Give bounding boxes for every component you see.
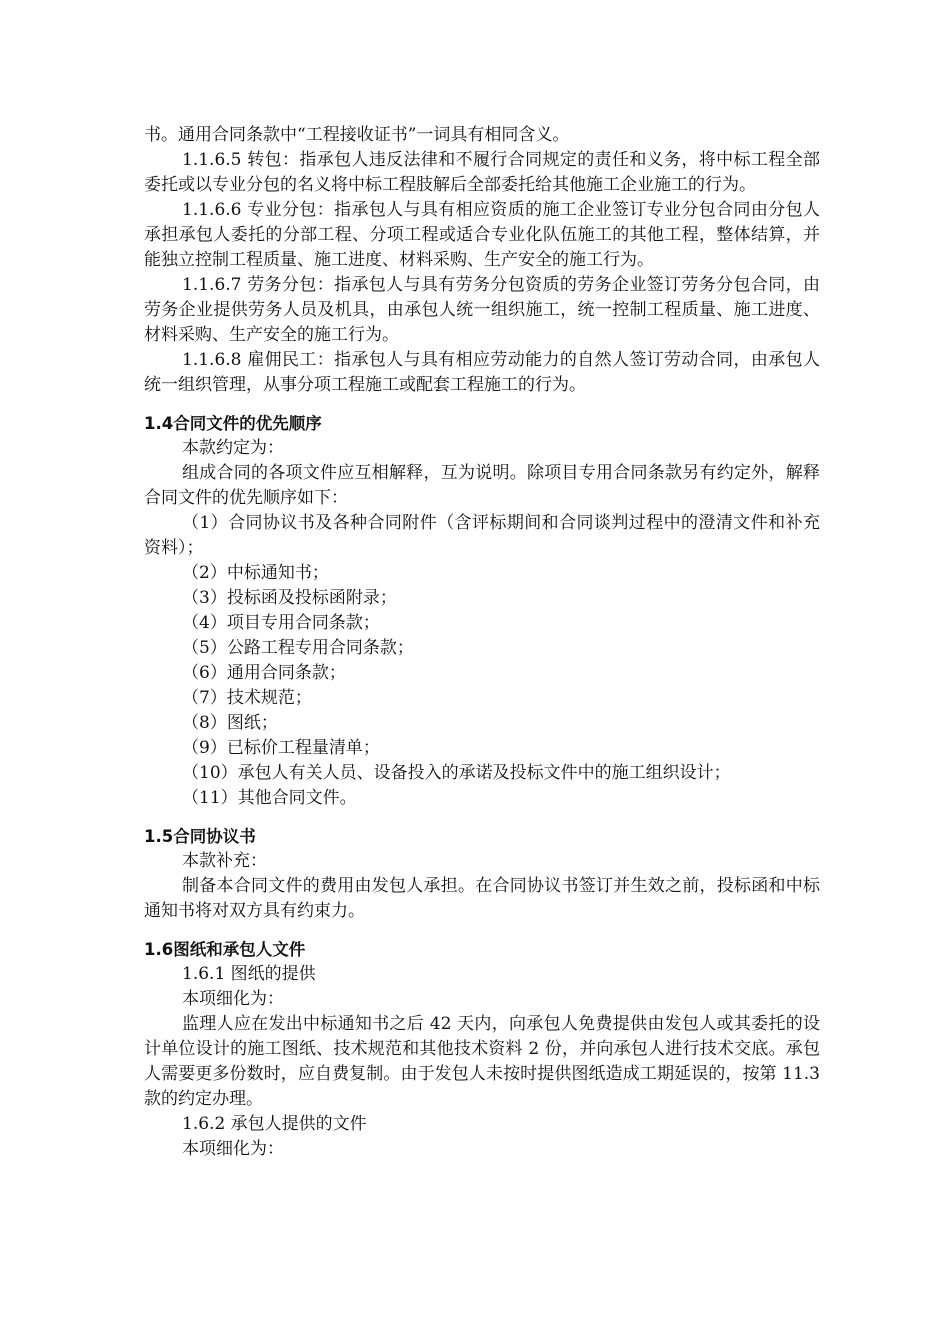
list-item: （11）其他合同文件。 — [182, 788, 357, 808]
clause-1-1-6-6: 1.1.6.6 专业分包：指承包人与具有相应资质的施工企业签订专业分包合同由分包人承担承包人委托的分部工程、分项工程或适合专业化队伍施工的其他工程，整体结算，并能独立控制工程质量、施工进度、材料采购、生产安全的施工行为。 — [144, 200, 820, 270]
paragraph: 本项细化为： — [182, 989, 284, 1009]
list-item: （4）项目专用合同条款； — [182, 613, 380, 633]
list-item: （7）技术规范； — [182, 688, 312, 708]
paragraph: 本款约定为： — [182, 438, 284, 458]
list-item: （9）已标价工程量清单； — [182, 738, 380, 758]
paragraph: 本款补充： — [182, 851, 267, 871]
section-heading-1-6: 1.6图纸和承包人文件 — [144, 940, 306, 959]
list-item: （3）投标函及投标函附录； — [182, 588, 397, 608]
paragraph: 书。通用合同条款中“工程接收证书”一词具有相同含义。 — [144, 125, 570, 145]
list-item: （10）承包人有关人员、设备投入的承诺及投标文件中的施工组织设计； — [182, 763, 731, 783]
subsection-1-6-1: 1.6.1 图纸的提供 — [182, 964, 316, 984]
paragraph: 制备本合同文件的费用由发包人承担。在合同协议书签订并生效之前，投标函和中标通知书将对双方具有约束力。 — [144, 876, 820, 921]
list-item: （1）合同协议书及各种合同附件（含评标期间和合同谈判过程中的澄清文件和补充资料）； — [144, 513, 820, 558]
paragraph: 本项细化为： — [182, 1139, 284, 1159]
section-heading-1-5: 1.5合同协议书 — [144, 827, 256, 846]
list-item: （6）通用合同条款； — [182, 663, 346, 683]
clause-1-1-6-7: 1.1.6.7 劳务分包：指承包人与具有劳务分包资质的劳务企业签订劳务分包合同，由劳务企业提供劳务人员及机具，由承包人统一组织施工，统一控制工程质量、施工进度、材料采购、生产安全的施工行为。 — [144, 275, 820, 345]
section-heading-1-4: 1.4合同文件的优先顺序 — [144, 414, 322, 433]
paragraph: 监理人应在发出中标通知书之后 42 天内，向承包人免费提供由发包人或其委托的设计单位设计的施工图纸、技术规范和其他技术资料 2 份，并向承包人进行技术交底。承包人需要更多份数时，应自费复制。由于发包人未按时提供图纸造成工期延误的，按第 11.3 款的约定办理。 — [144, 1014, 820, 1109]
list-item: （2）中标通知书； — [182, 563, 329, 583]
clause-1-1-6-5: 1.1.6.5 转包：指承包人违反法律和不履行合同规定的责任和义务，将中标工程全部委托或以专业分包的名义将中标工程肢解后全部委托给其他施工企业施工的行为。 — [144, 150, 820, 195]
clause-1-1-6-8: 1.1.6.8 雇佣民工：指承包人与具有相应劳动能力的自然人签订劳动合同，由承包人统一组织管理，从事分项工程施工或配套工程施工的行为。 — [144, 350, 820, 395]
subsection-1-6-2: 1.6.2 承包人提供的文件 — [182, 1114, 367, 1134]
list-item: （5）公路工程专用合同条款； — [182, 638, 414, 658]
list-item: （8）图纸； — [182, 713, 278, 733]
paragraph: 组成合同的各项文件应互相解释，互为说明。除项目专用合同条款另有约定外，解释合同文件的优先顺序如下： — [144, 463, 820, 508]
